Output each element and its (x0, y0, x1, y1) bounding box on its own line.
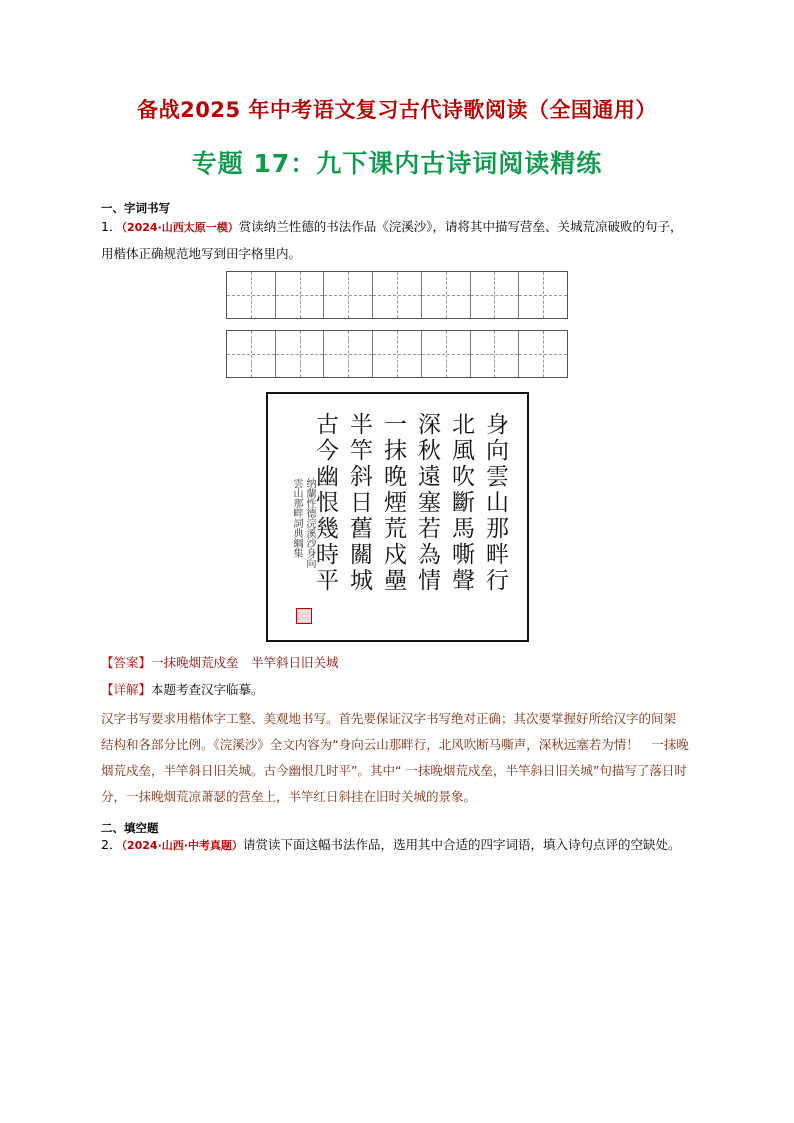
calligraphy-column: 身向雲山那畔行 (482, 412, 508, 594)
calligraphy-column: 北風吹斷馬嘶聲 (448, 412, 474, 594)
seal-stamp-icon (296, 608, 312, 624)
tianzige-cell[interactable] (471, 331, 520, 377)
explanation-line: 分，一抹晚烟荒凉萧瑟的营垒上，半竿红日斜挂在旧时关城的景象。 (101, 789, 477, 804)
section-heading-1: 一、字词书写 (101, 201, 170, 215)
explanation-line: 烟荒戍垒，半竿斜日旧关城。古今幽恨几时平”。其中“ 一抹晚烟荒戍垒，半竿斜日旧关城”句描写了落日时 (101, 763, 687, 778)
answer-label: 【答案】 (101, 655, 152, 670)
calligraphy-column: 一抹晚煙荒戍壘 (380, 412, 406, 594)
question-text: 请赏读下面这幅书法作品，选用其中合适的四字词语，填入诗句点评的空缺处。 (242, 837, 681, 852)
calligraphy-columns (311, 412, 509, 594)
tianzige-cell[interactable] (519, 331, 567, 377)
signature-line: 纳蘭性德浣溪沙身向 (304, 478, 315, 568)
tianzige-cell[interactable] (471, 272, 520, 318)
detail-text: 本题考查汉字临摹。 (151, 682, 264, 697)
answer-line (101, 650, 721, 676)
calligraphy-column: 古今幽恨幾時平 (312, 412, 338, 594)
question-source: （2024·山西太原一模） (121, 221, 239, 234)
tianzige-cell[interactable] (422, 272, 471, 318)
tianzige-cell[interactable] (422, 331, 471, 377)
calligraphy-artwork (266, 392, 529, 642)
tianzige-row-1[interactable] (226, 271, 568, 319)
calligraphy-column: 深秋遠塞若為情 (414, 412, 440, 594)
tianzige-cell[interactable] (227, 331, 276, 377)
answer-explanation (101, 706, 721, 810)
question-text: 赏读纳兰性德的书法作品《浣溪沙》，请将其中描写营垒、关城荒凉破败的句子， (238, 219, 683, 234)
explanation-line: 结构和各部分比例。《浣溪沙》全文内容为“身向云山那畔行，北风吹断马嘶声，深秋远塞若为情！ 一抹晚 (101, 737, 689, 752)
question-source: （2024·山西·中考真题） (121, 839, 243, 852)
tianzige-cell[interactable] (276, 331, 325, 377)
signature-line: 雲山那畔詞典綱集 (291, 478, 302, 558)
tianzige-row-2[interactable] (226, 330, 568, 378)
calligraphy-column: 半竿斜日舊關城 (346, 412, 372, 594)
detail-label: 【详解】 (101, 682, 152, 697)
explanation-line: 汉字书写要求用楷体字工整、美观地书写。首先要保证汉字书写绝对正确；其次要掌握好所给汉字的间架 (101, 711, 677, 726)
tianzige-cell[interactable] (519, 272, 567, 318)
detail-line (101, 677, 721, 703)
document-subtitle: 专题 17：九下课内古诗词阅读精练 (191, 149, 603, 178)
answer-text: 一抹晚烟荒戍垒 半竿斜日旧关城 (151, 655, 339, 670)
question-number: 1． (101, 219, 122, 234)
tianzige-cell[interactable] (324, 272, 373, 318)
document-title: 备战2025 年中考语文复习古代诗歌阅读（全国通用） (137, 98, 657, 122)
question-number: 2． (101, 837, 122, 852)
question-1 (101, 214, 721, 267)
question-text-cont: 用楷体正确规范地写到田字格里内。 (101, 246, 302, 261)
tianzige-cell[interactable] (373, 331, 422, 377)
section-heading-2: 二、填空题 (101, 821, 159, 835)
tianzige-cell[interactable] (276, 272, 325, 318)
tianzige-cell[interactable] (373, 272, 422, 318)
tianzige-cell[interactable] (324, 331, 373, 377)
calligraphy-signature (290, 478, 315, 568)
question-2 (101, 832, 721, 859)
tianzige-cell[interactable] (227, 272, 276, 318)
